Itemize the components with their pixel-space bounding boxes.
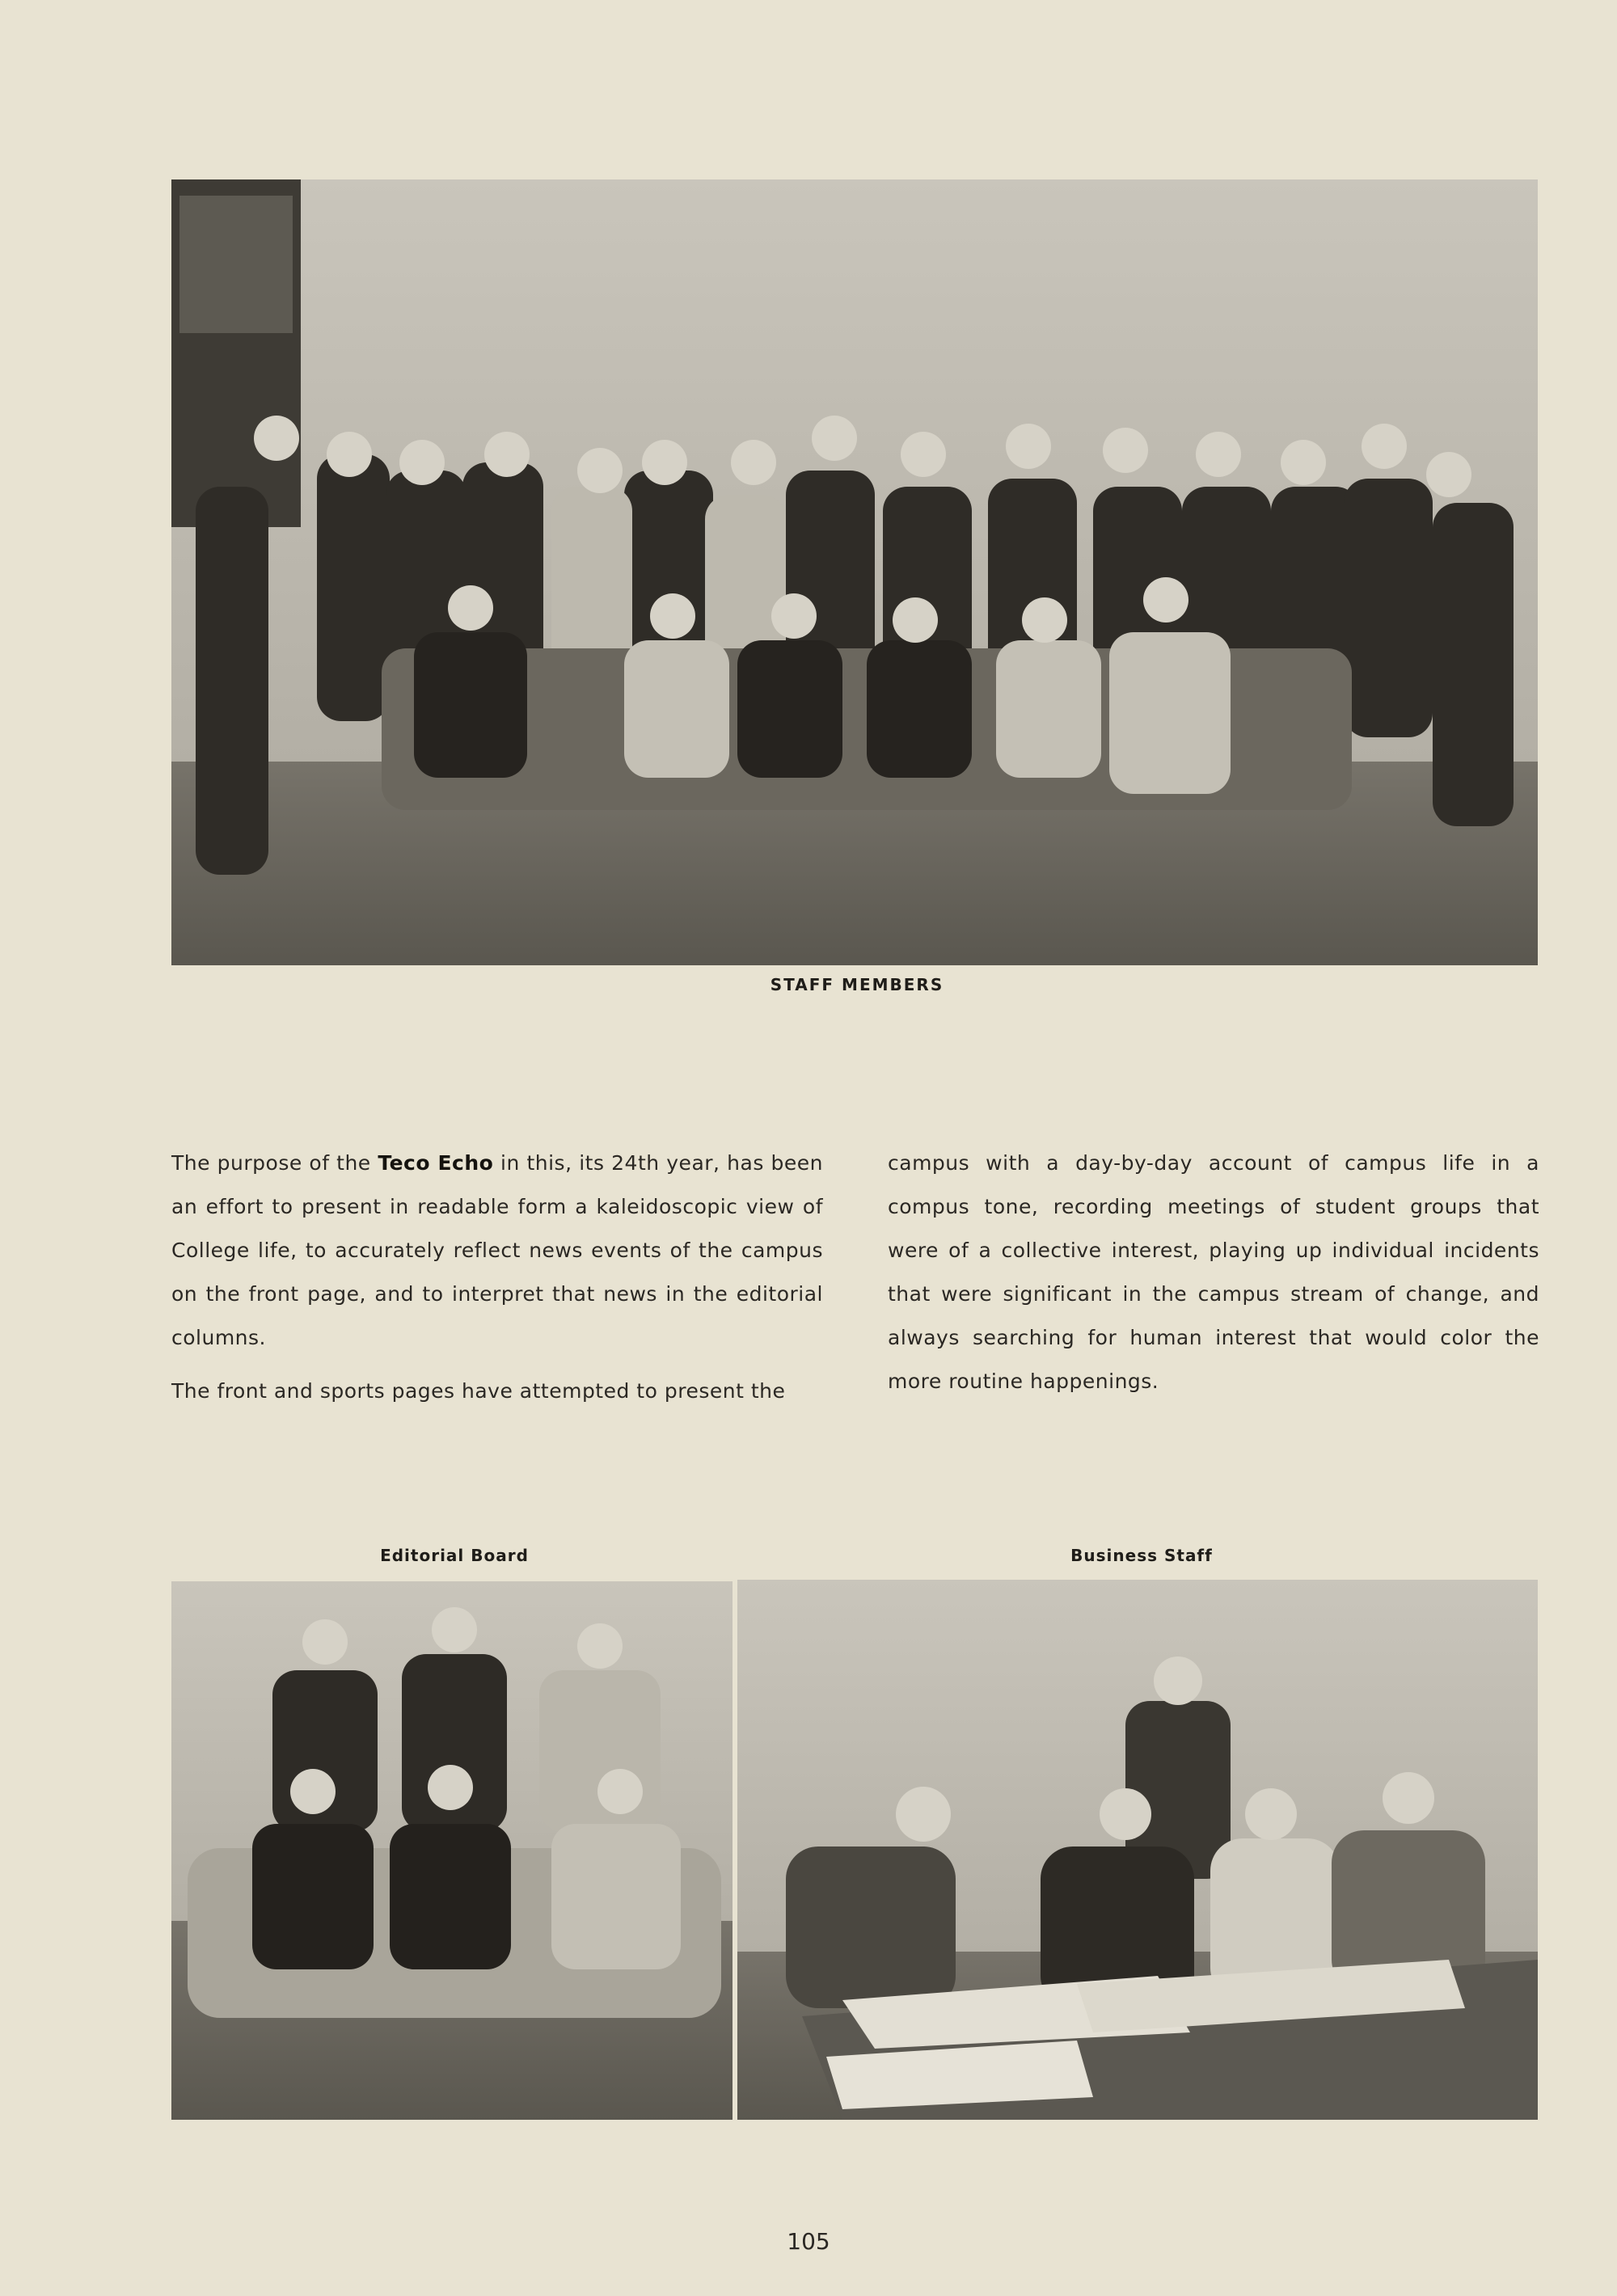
paragraph-1	[171, 1142, 823, 1360]
paragraph-1-rest: in this, its 24th year, has been an effort to present in readable form a kaleidoscopic view of College life, to accurately reflect news events of the campus on the front page, and to interpret that news in the editorial columns.	[171, 1151, 823, 1349]
paragraph-1-start: The purpose of the	[171, 1151, 378, 1175]
editorial-board-photo	[171, 1581, 733, 2120]
page-number: 105	[787, 2228, 830, 2255]
paragraph-2-continued: campus with a day-by-day account of campus life in a compus tone, recording meetings of student groups that were of a collective interest, playing up individual incidents that were significant in the campus stream of change, and always searching for human interest that would color the more routine happenings.	[888, 1151, 1539, 1393]
business-photo-figures	[737, 1580, 1538, 2120]
teco-echo-title: Teco Echo	[378, 1151, 494, 1175]
staff-photo-figures	[171, 179, 1538, 965]
editorial-photo-figures	[171, 1581, 733, 2120]
body-text-right-column	[888, 1142, 1539, 1413]
paragraph-2-start: The front and sports pages have attempted to present the	[171, 1379, 786, 1403]
business-staff-photo	[737, 1580, 1538, 2120]
business-staff-caption: Business Staff	[1070, 1546, 1213, 1565]
editorial-board-caption: Editorial Board	[380, 1546, 529, 1565]
staff-members-photo	[171, 179, 1538, 965]
staff-members-caption: STAFF MEMBERS	[770, 975, 944, 994]
body-text-left-column	[171, 1142, 823, 1423]
